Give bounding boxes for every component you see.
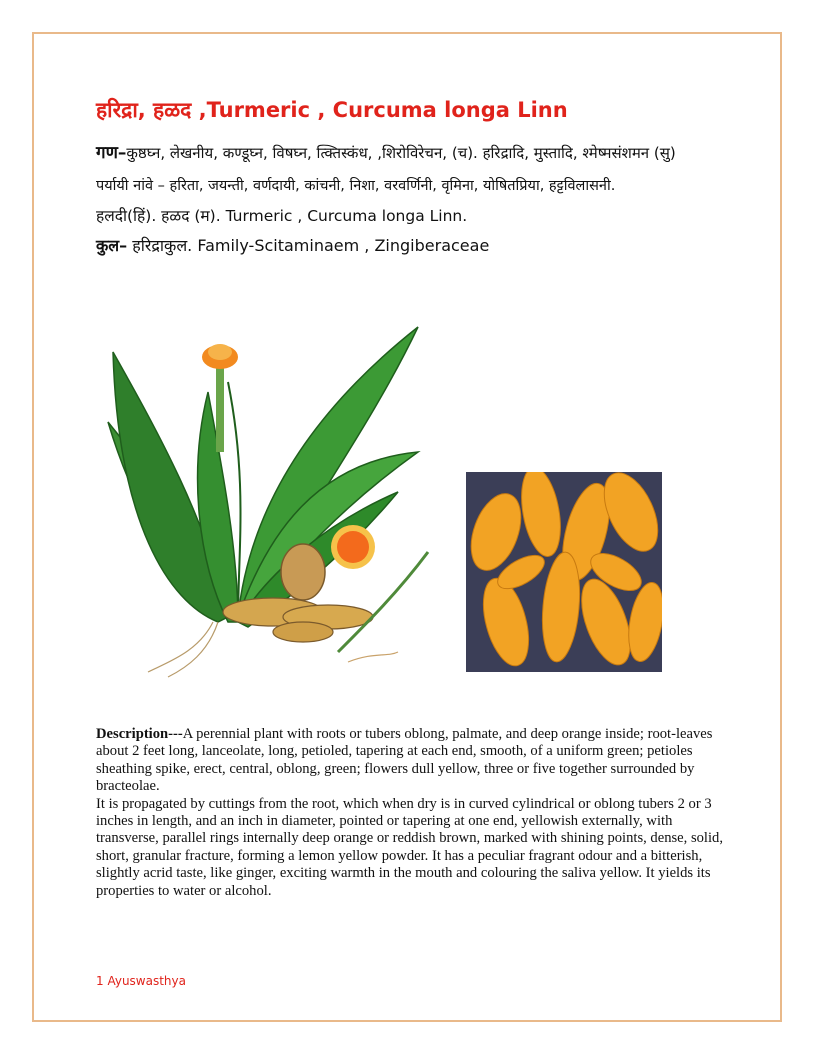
family-text: हरिद्राकुल. Family-Scitaminaem , Zingiberaceae (127, 236, 490, 255)
gana-line (96, 140, 676, 163)
description-label: Description--- (96, 726, 183, 742)
gana-label: गण– (96, 143, 127, 163)
page-footer: 1 Ayuswasthya (96, 974, 186, 988)
description-paragraph-1 (96, 726, 736, 796)
synonyms-line: पर्यायी नांवे – हरिता, जयन्ती, वर्णदायी, कांचनी, निशा, वरवर्णिनी, वृमिना, योषितप्रिया, हट्टविलासनी. (96, 178, 616, 194)
description-text-1: A perennial plant with roots or tubers oblong, palmate, and deep orange inside; root-leaves about 2 feet long, lanceolate, long, petioled, tapering at each end, smooth, of a uniform green; petioles sheathing spike, erect, central, oblong, green; flowers dull yellow, three or five together surrounded by bracteolae. (96, 726, 713, 795)
turmeric-plant-illustration (98, 322, 432, 678)
description-paragraph-2: It is propagated by cuttings from the root, which when dry is in curved cylindrical or oblong tubers 2 or 3 inches in length, and an inch in diameter, pointed or tapering at one end, yellowish externally, with transverse, parallel rings internally deep orange or reddish brown, marked with shining points, dense, solid, short, granular fracture, forming a lemon yellow powder. It has a peculiar fragrant odour and a bitterish, slightly acrid taste, like ginger, exciting warmth in the mouth and colouring the saliva yellow. It yields its properties to water or alcohol. (96, 795, 723, 899)
turmeric-roots-photo (466, 472, 662, 672)
gana-text: कुष्ठघ्न, लेखनीय, कण्डूघ्न, विषघ्न, त्क्तिस्कंध, ,शिरोविरेचन, (च). हरिद्रादि, मुस्तादि, श्मेष्मसंशमन (सु) (126, 144, 676, 162)
family-label: कुल– (96, 236, 128, 255)
page-title: हरिद्रा, हळद ,Turmeric , Curcuma longa Linn (96, 98, 568, 122)
family-line (96, 234, 489, 256)
description-block (96, 726, 736, 900)
rhizome-cross-section (331, 525, 375, 569)
names-line: हलदी(हिं). हळद (म). Turmeric , Curcuma longa Linn. (96, 207, 468, 225)
